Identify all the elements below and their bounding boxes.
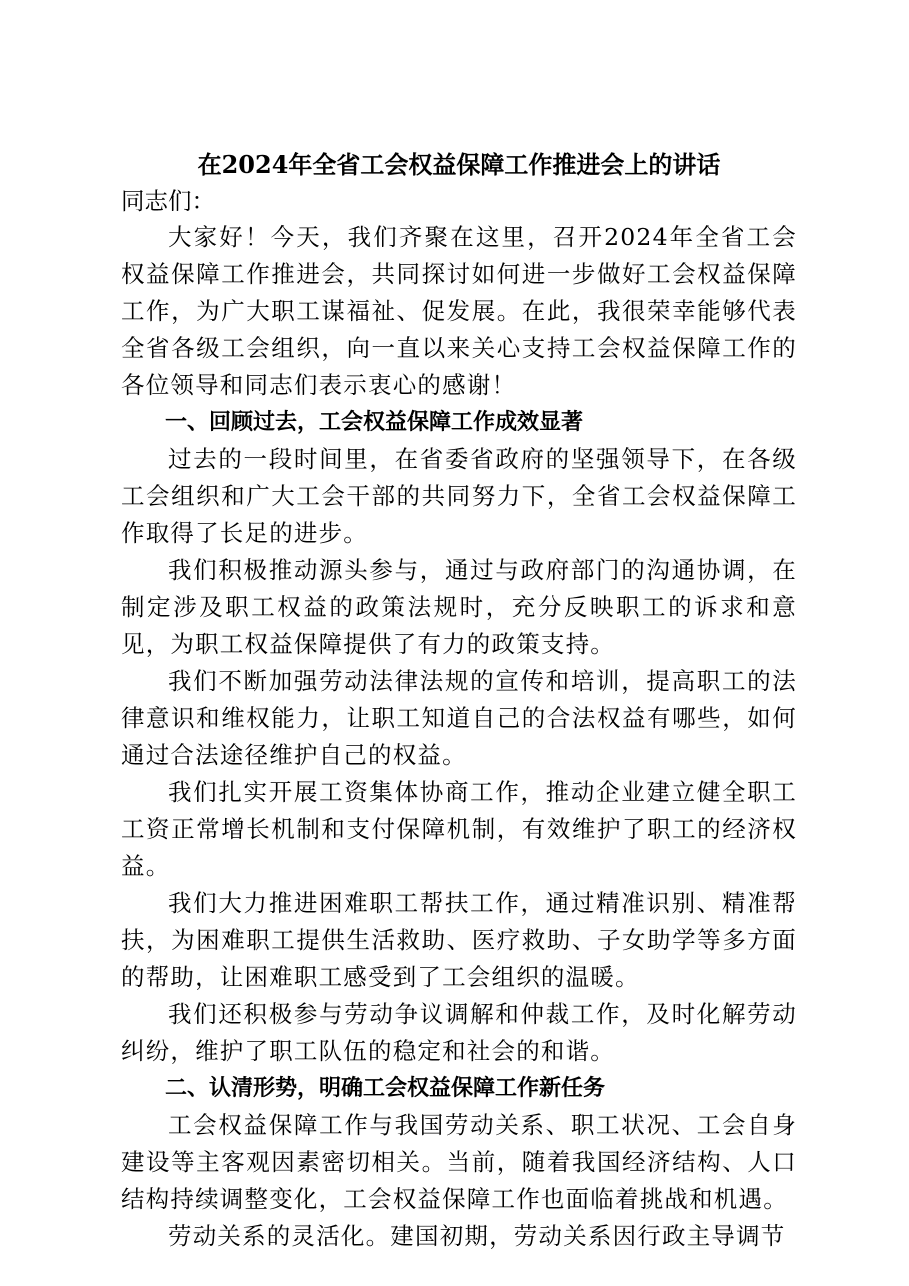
paragraph-legal-publicity: 我们不断加强劳动法律法规的宣传和培训，提高职工的法律意识和维权能力，让职工知道自己的合法权益有哪些，如何通过合法途径维护自己的权益。 [121,667,797,769]
salutation: 同志们： [121,187,215,215]
paragraph-challenges: 工会权益保障工作与我国劳动关系、职工状况、工会自身建设等主客观因素密切相关。当前，随着我国经济结构、人口结构持续调整变化，工会权益保障工作也面临着挑战和机遇。 [121,1111,797,1213]
paragraph-source-participation: 我们积极推动源头参与，通过与政府部门的沟通协调，在制定涉及职工权益的政策法规时，充分反映职工的诉求和意见，为职工权益保障提供了有力的政策支持。 [121,556,797,658]
paragraph-progress: 过去的一段时间里，在省委省政府的坚强领导下，在各级工会组织和广大工会干部的共同努力下，全省工会权益保障工作取得了长足的进步。 [121,445,797,547]
document-title: 在2024年全省工会权益保障工作推进会上的讲话 [197,150,721,179]
section-heading-review: 一、回顾过去，工会权益保障工作成效显著 [165,410,584,435]
paragraph-flexible-labor: 劳动关系的灵活化。建国初期，劳动关系因行政主导调节 [168,1222,786,1250]
document-body [121,147,797,1255]
paragraph-hardship-assistance: 我们大力推进困难职工帮扶工作，通过精准识别、精准帮扶，为困难职工提供生活救助、医疗救助、子女助学等多方面的帮助，让困难职工感受到了工会组织的温暖。 [121,889,797,991]
section-heading-situation: 二、认清形势，明确工会权益保障工作新任务 [165,1076,606,1101]
paragraph-wage-negotiation: 我们扎实开展工资集体协商工作，推动企业建立健全职工工资正常增长机制和支付保障机制，有效维护了职工的经济权益。 [121,778,797,880]
paragraph-opening: 大家好！今天，我们齐聚在这里，召开2024年全省工会权益保障工作推进会，共同探讨如何进一步做好工会权益保障工作，为广大职工谋福祉、促发展。在此，我很荣幸能够代表全省各级工会组织，向一直以来关心支持工会权益保障工作的各位领导和同志们表示衷心的感谢！ [121,223,797,399]
paragraph-dispute-mediation: 我们还积极参与劳动争议调解和仲裁工作，及时化解劳动纠纷，维护了职工队伍的稳定和社会的和谐。 [121,1000,797,1065]
